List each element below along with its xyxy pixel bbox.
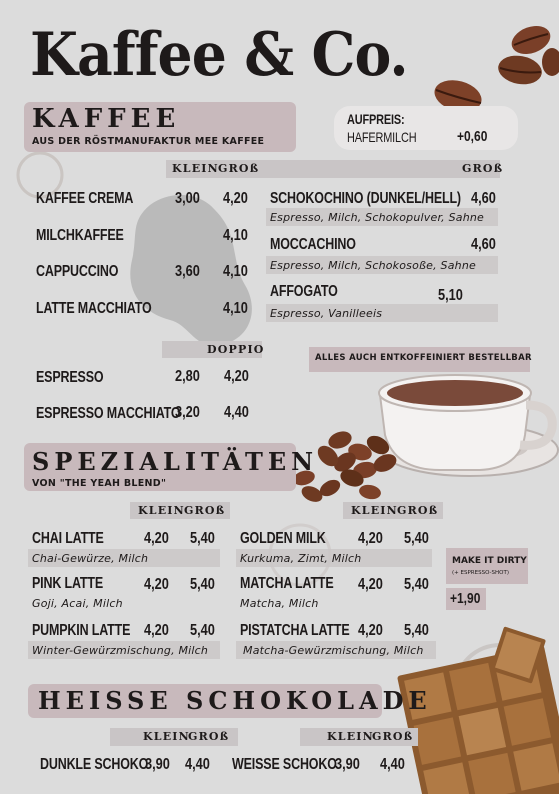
spezial-item-name: PINK LATTE — [32, 575, 104, 592]
spezial-item-klein: 4,20 — [144, 530, 169, 547]
spezial-item-desc: Matcha, Milch — [240, 597, 319, 610]
title-bar — [30, 20, 450, 90]
kaffee-item-name: LATTE MACCHIATO — [36, 300, 152, 317]
schoko-item-klein: 3,90 — [145, 756, 170, 773]
espresso-item-name: ESPRESSO — [36, 369, 104, 386]
kaffee-special-desc: Espresso, Vanilleeis — [270, 307, 383, 320]
espresso-item-single: 2,80 — [175, 368, 200, 385]
aufpreis-label: AUFPREIS: — [347, 111, 405, 127]
spezial-item-gross: 5,40 — [404, 530, 429, 547]
kaffee-special-name: SCHOKOCHINO (DUNKEL/HELL) — [270, 190, 461, 207]
spezial-item-gross: 5,40 — [404, 576, 429, 593]
kaffee-heading: KAFFEE — [32, 104, 181, 134]
spezial-col-klein: KLEIN — [138, 504, 185, 517]
spezial-item-klein: 4,20 — [358, 530, 383, 547]
spezial-col-gross: GROß — [184, 504, 226, 517]
spezial-item-desc: Chai-Gewürze, Milch — [32, 552, 149, 565]
kaffee-item-gross: 4,10 — [223, 263, 248, 280]
aufpreis-item: HAFERMILCH — [347, 129, 417, 145]
schoko-item-gross: 4,40 — [380, 756, 405, 773]
dirty-sub: (+ ESPRESSO-SHOT) — [452, 570, 509, 576]
aufpreis-price: +0,60 — [457, 128, 488, 145]
spezial-item-name: GOLDEN MILK — [240, 530, 326, 547]
dirty-label: MAKE IT DIRTY — [452, 556, 527, 566]
spezial-item-gross: 5,40 — [190, 530, 215, 547]
kaffee-special-name: AFFOGATO — [270, 283, 338, 300]
spezial-item-gross: 5,40 — [190, 576, 215, 593]
page-title: Kaffee & Co. — [30, 20, 408, 90]
spezial-item-klein: 4,20 — [358, 622, 383, 639]
dirty-price: +1,90 — [450, 590, 481, 607]
kaffee-special-name: MOCCACHINO — [270, 236, 356, 253]
espresso-item-doppio: 4,20 — [224, 368, 249, 385]
kaffee-item-name: CAPPUCCINO — [36, 263, 119, 280]
spezial-item-name: CHAI LATTE — [32, 530, 104, 547]
spezial-item-gross: 5,40 — [190, 622, 215, 639]
kaffee-col-gross: GROß — [218, 162, 260, 175]
spezial-item-desc: Goji, Acai, Milch — [32, 597, 123, 610]
spezial-col-klein: KLEIN — [351, 504, 398, 517]
spezial-item-desc: Matcha-Gewürzmischung, Milch — [243, 644, 424, 657]
espresso-item-single: 3,20 — [175, 404, 200, 421]
kaffee-subheading: AUS DER RÖSTMANUFAKTUR MEE KAFFEE — [32, 136, 265, 147]
espresso-item-doppio: 4,40 — [224, 404, 249, 421]
spezial-col-gross: GROß — [397, 504, 439, 517]
kaffee-special-desc: Espresso, Milch, Schokopulver, Sahne — [270, 211, 485, 224]
kaffee-item-gross: 4,10 — [223, 227, 248, 244]
spezial-heading: SPEZIALITÄTEN — [32, 447, 319, 476]
kaffee-special-price: 4,60 — [471, 190, 496, 207]
decaf-note: ALLES AUCH ENTKOFFEINIERT BESTELLBAR — [315, 353, 532, 363]
spezial-item-name: PUMPKIN LATTE — [32, 622, 131, 639]
spezial-subheading: VON "THE YEAH BLEND" — [32, 478, 167, 489]
kaffee-item-name: MILCHKAFFEE — [36, 227, 124, 244]
kaffee-special-desc: Espresso, Milch, Schokosoße, Sahne — [270, 259, 476, 272]
kaffee-item-gross: 4,20 — [223, 190, 248, 207]
schoko-item-name: WEISSE SCHOKO — [232, 756, 337, 773]
spezial-item-desc: Kurkuma, Zimt, Milch — [240, 552, 362, 565]
kaffee-item-klein: 3,60 — [175, 263, 200, 280]
schoko-item-klein: 3,90 — [335, 756, 360, 773]
spezial-item-desc: Winter-Gewürzmischung, Milch — [32, 644, 209, 657]
spezial-item-name: PISTATCHA LATTE — [240, 622, 350, 639]
spezial-item-name: MATCHA LATTE — [240, 575, 334, 592]
schoko-item-gross: 4,40 — [185, 756, 210, 773]
kaffee-special-price: 5,10 — [438, 287, 463, 304]
schoko-item-name: DUNKLE SCHOKO — [40, 756, 149, 773]
dirty-band — [446, 548, 528, 584]
spezial-item-klein: 4,20 — [144, 622, 169, 639]
spezial-item-gross: 5,40 — [404, 622, 429, 639]
kaffee-col-klein: KLEIN — [172, 162, 219, 175]
schoko-col-gross: GROß — [372, 730, 414, 743]
kaffee-special-price: 4,60 — [471, 236, 496, 253]
schoko-heading: HEISSE SCHOKOLADE — [38, 686, 432, 715]
schoko-col-gross: GROß — [188, 730, 230, 743]
kaffee-item-name: KAFFEE CREMA — [36, 190, 134, 207]
schoko-col-klein: KLEIN — [327, 730, 374, 743]
coffee-cup-illustration — [379, 375, 558, 476]
kaffee-col-gross-right: GROß — [462, 162, 504, 175]
doppio-header: DOPPIO — [207, 343, 265, 356]
kaffee-item-klein: 3,00 — [175, 190, 200, 207]
kaffee-item-gross: 4,10 — [223, 300, 248, 317]
spezial-item-klein: 4,20 — [144, 576, 169, 593]
schoko-col-klein: KLEIN — [143, 730, 190, 743]
spezial-item-klein: 4,20 — [358, 576, 383, 593]
espresso-item-name: ESPRESSO MACCHIATO — [36, 405, 181, 422]
coffee-beans-top — [431, 21, 559, 117]
